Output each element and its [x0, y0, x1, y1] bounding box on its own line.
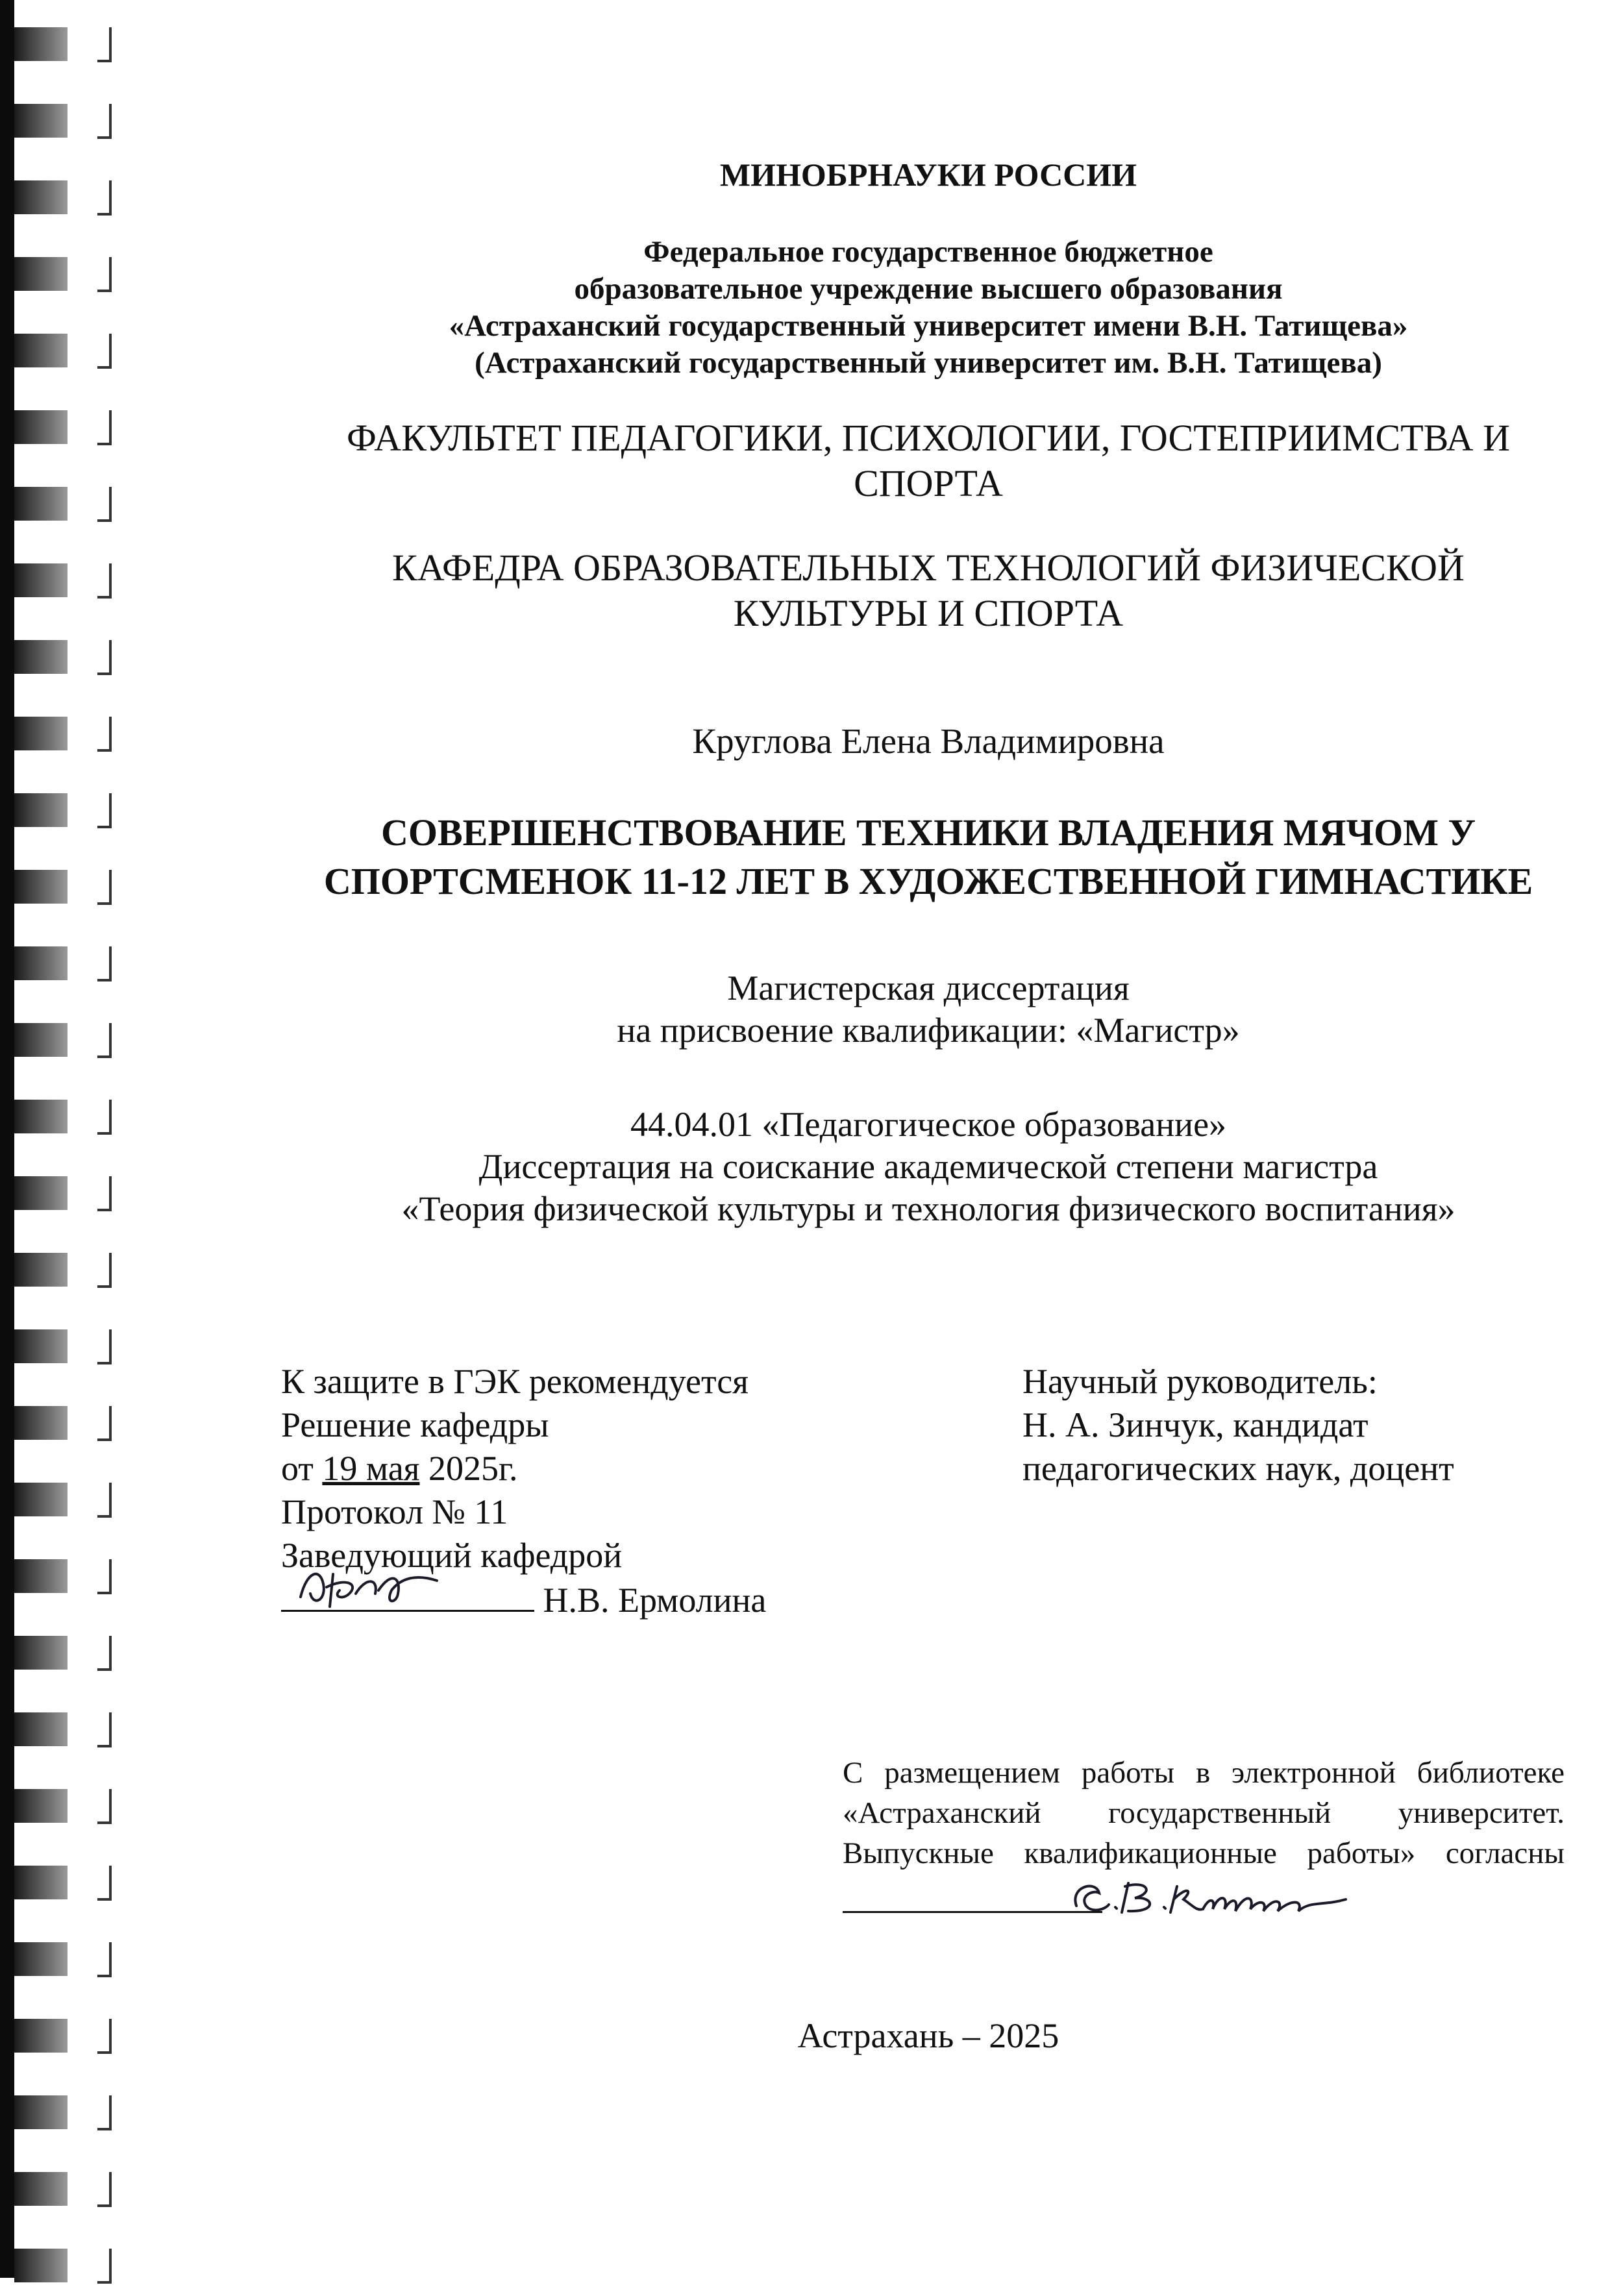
binding-hole-corner	[97, 1253, 112, 1288]
binding-hole-slot	[14, 27, 68, 61]
head-label: Заведующий кафедрой	[281, 1536, 623, 1575]
binding-hole	[14, 549, 112, 611]
head-signature-line	[281, 1577, 534, 1612]
binding-hole-slot	[14, 410, 68, 444]
defense-line: Решение кафедры	[281, 1405, 549, 1444]
thesis-type	[279, 967, 1578, 1052]
binding-hole-corner	[97, 2019, 112, 2054]
binding-hole-corner	[97, 1712, 112, 1747]
binding-hole-slot	[14, 1329, 68, 1363]
defense-line: К защите в ГЭК рекомендуется	[281, 1362, 749, 1401]
faculty-line: ФАКУЛЬТЕТ ПЕДАГОГИКИ, ПСИХОЛОГИИ, ГОСТЕПРИИМСТВА И	[347, 417, 1510, 459]
binding-hole-slot	[14, 2019, 68, 2053]
binding-hole-corner	[97, 334, 112, 369]
binding-hole-corner	[97, 2095, 112, 2130]
binding-hole	[14, 90, 112, 151]
title-line: СОВЕРШЕНСТВОВАНИЕ ТЕХНИКИ ВЛАДЕНИЯ МЯЧОМ У	[380, 811, 1476, 854]
library-line: Выпускные квалификационные работы» согласны	[843, 1836, 1565, 1870]
binding-hole	[14, 1622, 112, 1683]
binding-hole	[14, 1392, 112, 1453]
binding-hole-corner	[97, 104, 112, 139]
binding-hole	[14, 319, 112, 381]
binding-hole-slot	[14, 1789, 68, 1823]
binding-hole-slot	[14, 1253, 68, 1287]
binding-hole	[14, 1928, 112, 1990]
binding-hole-corner	[97, 1329, 112, 1364]
binding-hole-slot	[14, 257, 68, 291]
binding-hole-corner	[97, 1636, 112, 1671]
binding-hole-corner	[97, 1789, 112, 1824]
binding-hole-corner	[97, 2249, 112, 2284]
binding-hole-slot	[14, 1942, 68, 1976]
handwritten-signature-head	[288, 1558, 443, 1616]
binding-hole-slot	[14, 2249, 68, 2282]
binding-hole	[14, 243, 112, 304]
supervisor-line: Н. А. Зинчук, кандидат	[1022, 1405, 1368, 1444]
binding-hole-slot	[14, 1406, 68, 1440]
binding-hole-corner	[97, 257, 112, 292]
binding-edge	[0, 0, 110, 2278]
institution-name	[279, 234, 1578, 382]
supervisor-line: Научный руководитель:	[1022, 1362, 1378, 1401]
author-name: Круглова Елена Владимировна	[692, 721, 1165, 761]
ministry-heading: МИНОБРНАУКИ РОССИИ	[719, 156, 1137, 193]
binding-hole	[14, 932, 112, 994]
binding-hole-corner	[97, 640, 112, 675]
institution-line: «Астраханский государственный университет имени В.Н. Татищева»	[449, 309, 1408, 343]
thesis-line: Магистерская диссертация	[727, 969, 1130, 1007]
institution-line: образовательное учреждение высшего образования	[574, 272, 1283, 306]
binding-hole-corner	[97, 563, 112, 599]
binding-hole	[14, 1545, 112, 1607]
binding-hole-corner	[97, 2172, 112, 2207]
binding-hole	[14, 2158, 112, 2219]
binding-hole	[14, 473, 112, 534]
library-line: С размещением работы в электронной библиотеке	[843, 1756, 1565, 1790]
binding-hole	[14, 1468, 112, 1530]
binding-hole-corner	[97, 180, 112, 216]
binding-hole-slot	[14, 640, 68, 674]
specialty-line: 44.04.01 «Педагогическое образование»	[630, 1105, 1227, 1144]
binding-hole-corner	[97, 27, 112, 62]
binding-hole-slot	[14, 1866, 68, 1899]
specialty-block	[279, 1104, 1578, 1230]
binding-hole-corner	[97, 1559, 112, 1594]
title-line: СПОРТСМЕНОК 11-12 ЛЕТ В ХУДОЖЕСТВЕННОЙ ГИМНАСТИКЕ	[323, 860, 1533, 902]
protocol-number: Протокол № 11	[281, 1492, 508, 1531]
specialty-line: Диссертация на соискание академической степени магистра	[478, 1147, 1378, 1186]
binding-hole	[14, 626, 112, 687]
department-line: КУЛЬТУРЫ И СПОРТА	[733, 592, 1124, 634]
binding-hole	[14, 396, 112, 458]
binding-hole-corner	[97, 1100, 112, 1135]
supervisor-block	[1022, 1360, 1454, 1490]
binding-hole	[14, 1239, 112, 1300]
institution-line: (Астраханский государственный университет им. В.Н. Татищева)	[475, 346, 1382, 380]
head-name: Н.В. Ермолина	[543, 1581, 767, 1620]
binding-hole-slot	[14, 1100, 68, 1133]
binding-hole	[14, 166, 112, 228]
binding-hole-corner	[97, 1023, 112, 1058]
binding-hole-slot	[14, 1559, 68, 1593]
binding-hole-slot	[14, 563, 68, 597]
binding-hole	[14, 856, 112, 917]
department-name	[279, 545, 1578, 636]
library-consent	[843, 1753, 1565, 1919]
binding-hole	[14, 1009, 112, 1070]
binding-hole-slot	[14, 1712, 68, 1746]
binding-hole-slot	[14, 1483, 68, 1516]
defense-date	[281, 1447, 766, 1490]
handwritten-signature-author	[1057, 1860, 1356, 1932]
binding-hole	[14, 13, 112, 75]
binding-hole-corner	[97, 1942, 112, 1977]
city-year: Астрахань – 2025	[797, 2016, 1059, 2055]
binding-hole-corner	[97, 1483, 112, 1518]
binding-hole-slot	[14, 2172, 68, 2206]
binding-hole-slot	[14, 870, 68, 904]
binding-hole-slot	[14, 793, 68, 827]
institution-line: Федеральное государственное бюджетное	[643, 235, 1213, 269]
binding-hole-corner	[97, 1176, 112, 1211]
binding-hole	[14, 1162, 112, 1224]
thesis-line: на присвоение квалификации: «Магистр»	[617, 1011, 1240, 1050]
binding-hole	[14, 1698, 112, 1760]
binding-hole-corner	[97, 870, 112, 905]
binding-hole-corner	[97, 1866, 112, 1901]
binding-strip	[0, 0, 14, 2278]
binding-hole	[14, 1085, 112, 1147]
faculty-line: СПОРТА	[854, 462, 1003, 504]
defense-recommendation	[281, 1360, 766, 1621]
library-line: «Астраханский государственный университет.	[843, 1796, 1565, 1830]
binding-hole-slot	[14, 487, 68, 521]
binding-hole-slot	[14, 1636, 68, 1670]
binding-hole-slot	[14, 334, 68, 367]
binding-hole-slot	[14, 717, 68, 750]
binding-hole-slot	[14, 104, 68, 138]
binding-hole-slot	[14, 180, 68, 214]
binding-holes	[14, 0, 112, 2278]
binding-hole-slot	[14, 1176, 68, 1210]
binding-hole-corner	[97, 946, 112, 981]
binding-hole	[14, 2005, 112, 2066]
binding-hole	[14, 1315, 112, 1377]
binding-hole	[14, 779, 112, 841]
specialty-line: «Теория физической культуры и технология физического воспитания»	[401, 1189, 1455, 1228]
binding-hole	[14, 1851, 112, 1913]
binding-hole	[14, 702, 112, 764]
faculty-name	[279, 415, 1578, 506]
thesis-title	[279, 808, 1578, 906]
department-line: КАФЕДРА ОБРАЗОВАТЕЛЬНЫХ ТЕХНОЛОГИЙ ФИЗИЧЕСКОЙ	[392, 547, 1465, 589]
date-year: 2025г.	[428, 1449, 518, 1488]
binding-hole	[14, 1775, 112, 1836]
binding-hole-corner	[97, 487, 112, 522]
binding-hole-slot	[14, 946, 68, 980]
supervisor-line: педагогических наук, доцент	[1022, 1449, 1454, 1488]
date-day-month: 19 мая	[322, 1449, 420, 1488]
author-signature-row	[843, 1873, 1565, 1919]
binding-hole-corner	[97, 717, 112, 752]
binding-hole-corner	[97, 410, 112, 445]
date-prefix: от	[281, 1449, 314, 1488]
binding-hole	[14, 2081, 112, 2143]
binding-hole-slot	[14, 2095, 68, 2129]
binding-hole-corner	[97, 1406, 112, 1441]
binding-hole	[14, 2234, 112, 2296]
head-signature-row	[281, 1577, 766, 1621]
binding-hole-slot	[14, 1023, 68, 1057]
binding-hole-corner	[97, 793, 112, 828]
